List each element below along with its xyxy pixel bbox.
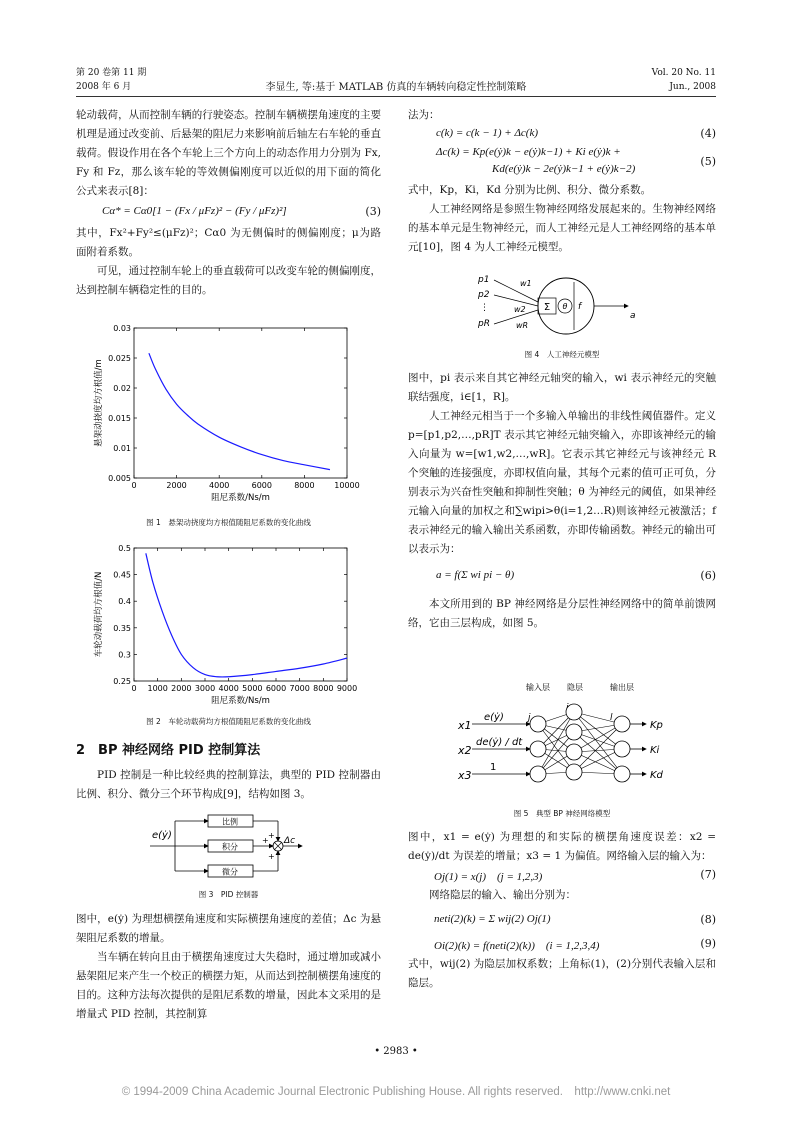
y-tick-label: 0.02 xyxy=(113,384,131,393)
y-tick-label: 0.03 xyxy=(113,324,131,333)
svg-text:θ: θ xyxy=(562,302,568,311)
svg-text:+: + xyxy=(262,836,269,845)
x-tick-label: 4000 xyxy=(209,481,230,490)
y-tick-label: 0.45 xyxy=(113,570,131,580)
input-node xyxy=(530,741,546,757)
left-column-2 xyxy=(76,766,381,804)
x-tick-label: 1000 xyxy=(147,684,168,693)
x-tick-label: 0 xyxy=(131,481,137,490)
y-tick-label: 0.01 xyxy=(113,444,131,453)
series-line xyxy=(146,553,347,677)
svg-text:Σ: Σ xyxy=(543,302,551,313)
pid-output-label: Δc xyxy=(284,836,296,846)
paragraph: 图中，x1 = e(ẏ) 为理想的和实际的横摆角速度误差：x2 = de(ẏ)/dt 为误差的增量；x3 = 1 为偏值。网络输入层的输入为： xyxy=(408,831,716,862)
paragraph: 人工神经网络是参照生物神经网络发展起来的。生物神经网络的基本单元是生物神经元，而人工神经元是人工神经网络的基本单元[10]，图 4 为人工神经元模型。 xyxy=(408,203,716,253)
svg-text:+: + xyxy=(268,831,275,840)
equation-6: a = f(Σ wi pi − θ) (6) xyxy=(436,569,716,582)
output-node xyxy=(614,741,630,757)
svg-text:输出层: 输出层 xyxy=(610,683,634,692)
y-tick-label: 0.025 xyxy=(108,354,131,363)
svg-text:f: f xyxy=(578,302,582,312)
equation-3: Cα* = Cα0[1 − (Fx / μFz)² − (Fy / μFz)²] (3) xyxy=(102,205,381,218)
paragraph: PID 控制是一种比较经典的控制算法，典型的 PID 控制器由比例、积分、微分三个环节构成[9]，结构如图 3。 xyxy=(76,769,381,800)
svg-text:de(ẏ) / dt: de(ẏ) / dt xyxy=(476,737,523,748)
paragraph: 图中，e(ẏ) 为理想横摆角速度和实际横摆角速度的差值；Δc 为悬架阻尼系数的增量。 xyxy=(76,913,381,944)
paragraph: 式中，Kp，Ki，Kd 分别为比例、积分、微分系数。 xyxy=(408,184,652,196)
x-tick-label: 5000 xyxy=(242,684,263,693)
svg-text:w1: w1 xyxy=(520,279,532,288)
equation-9: Oi(2)(k) = f(neti(2)(k)) (i = 1,2,3,4) (9) xyxy=(434,937,716,952)
hidden-node xyxy=(566,704,582,720)
x-tick-label: 2000 xyxy=(166,481,187,490)
svg-text:pR: pR xyxy=(478,319,490,329)
hidden-node xyxy=(566,724,582,740)
y-tick-label: 0.015 xyxy=(108,414,131,423)
page-number: • 2983 • xyxy=(374,1046,418,1057)
svg-text:a: a xyxy=(630,311,636,321)
svg-text:x1: x1 xyxy=(458,719,472,732)
right-column xyxy=(408,106,716,257)
figure-5-bp-network xyxy=(450,676,690,800)
paragraph: 轮动载荷，从而控制车辆的行驶姿态。控制车辆横摆角速度的主要机理是通过改变前、后悬架的阻尼力来影响前后轴左右车轮的垂直载荷。假设作用在各个车轮上三个方向上的动态作用力分别为 Fx, Fy 和 Fz，那么该车轮的等效侧偏刚度可以近似的用下面的简化公式来表示[8]： xyxy=(76,109,381,197)
hidden-node xyxy=(566,744,582,760)
svg-text:p2: p2 xyxy=(478,290,490,300)
paragraph: 其中，Fx²+Fy²≤(μFz)²；Cα0 为无侧偏时的侧偏刚度；μ为路面附着系数。 xyxy=(76,227,381,258)
journal-volume: 第 20 卷第 11 期 xyxy=(76,68,147,78)
running-title: 李显生, 等:基于 MATLAB 仿真的车辆转向稳定性控制策略 xyxy=(265,82,527,93)
paragraph: 人工神经元相当于一个多输入单输出的非线性阈值器件。定义 p=[p1,p2,…,pR]T 表示其它神经元轴突输入，亦即该神经元的输入向量为 w=[w1,w2,…,wR]。它表示其它神经元与该神经元 R 个突触的连接强度，亦即权值向量，其每个元素的值可正可负，分别表示为兴奋性突触和抑制性突触；θ 为神经元的阈值，如果神经元输入向量的加权之和∑wipi>θ(i=1,2…R)则该神经元被激活；f 表示神经元的输入输出关系函数，亦即传输函数。神经元的输出可以表示为： xyxy=(408,410,716,555)
x-axis-label: 阻尼系数/Ns/m xyxy=(211,696,270,706)
svg-text:j: j xyxy=(528,713,531,723)
x-tick-label: 3000 xyxy=(194,684,216,693)
y-tick-label: 0.5 xyxy=(118,544,131,553)
plot-frame xyxy=(134,548,347,681)
journal-volume-en: Vol. 20 No. 11 xyxy=(651,68,716,78)
figure-1-chart xyxy=(76,318,381,523)
figure-2-chart xyxy=(76,538,381,718)
copyright-watermark: © 1994-2009 China Academic Journal Electronic Publishing House. All rights reserved. http://www.cnki.net xyxy=(121,1086,671,1098)
output-node xyxy=(614,716,630,732)
x-axis-label: 阻尼系数/Ns/m xyxy=(211,493,270,503)
svg-text:⋮: ⋮ xyxy=(480,303,489,313)
paragraph: 可见，通过控制车轮上的垂直载荷可以改变车轮的侧偏刚度，达到控制车辆稳定性的目的。 xyxy=(76,265,381,296)
figure-3-caption: 图 3 PID 控制器 xyxy=(198,890,259,899)
y-axis-label: 悬架动挠度均方根值/m xyxy=(94,359,104,447)
journal-date: 2008 年 6 月 xyxy=(76,82,132,92)
x-tick-label: 4000 xyxy=(218,684,239,693)
x-tick-label: 8000 xyxy=(294,481,315,490)
paragraph: 本文所用到的 BP 神经网络是分层性神经网络中的简单前馈网络，它由三层构成，如图 5。 xyxy=(408,598,716,629)
equation-4: c(k) = c(k − 1) + Δc(k) (4) xyxy=(436,127,716,140)
svg-text:比例: 比例 xyxy=(222,817,238,827)
paragraph: 式中，wij(2) 为隐层加权系数；上角标(1)，(2)分别代表输入层和隐层。 xyxy=(408,958,716,989)
y-tick-label: 0.3 xyxy=(118,650,131,660)
paragraph: 图中，pi 表示来自其它神经元轴突的输入，wi 表示神经元的突触联结强度，i∈[1，R]。 xyxy=(408,372,716,403)
equation-8: neti(2)(k) = Σ wij(2) Oj(1) (8) xyxy=(434,913,716,926)
equation-5: Δc(k) = Kp(e(ẏ)k − e(ẏ)k−1) + Ki e(ẏ)k + Kd(e(ẏ)k − 2e(ẏ)k−1 + e(ẏ)k−2) (5) xyxy=(436,146,716,175)
plot-frame xyxy=(134,328,347,478)
svg-text:w2: w2 xyxy=(514,305,526,314)
y-tick-label: 0.005 xyxy=(108,474,131,483)
svg-text:积分: 积分 xyxy=(222,842,238,852)
header-rule xyxy=(76,96,716,97)
left-column-3 xyxy=(76,910,381,1024)
svg-text:输入层: 输入层 xyxy=(526,683,550,692)
figure-3-pid-diagram xyxy=(130,812,350,884)
svg-text:Kp: Kp xyxy=(650,720,663,731)
x-tick-label: 10000 xyxy=(334,481,360,490)
svg-text:Kd: Kd xyxy=(650,770,663,781)
figure-4-caption: 图 4 人工神经元模型 xyxy=(524,350,600,359)
y-axis-label: 车轮动载荷均方根值/N xyxy=(94,571,104,658)
input-node xyxy=(530,716,546,732)
pid-input-label: e(ẏ) xyxy=(152,830,172,841)
x-tick-label: 2000 xyxy=(171,684,192,693)
figure-1-caption: 图 1 悬架动挠度均方根值随阻尼系数的变化曲线 xyxy=(146,518,311,527)
right-column-2 xyxy=(408,369,716,633)
series-line xyxy=(149,353,330,469)
svg-text:wR: wR xyxy=(516,321,529,330)
x-tick-label: 6000 xyxy=(251,481,272,490)
output-node xyxy=(614,766,630,782)
x-tick-label: 7000 xyxy=(289,684,310,693)
y-tick-label: 0.25 xyxy=(113,677,131,686)
svg-text:e(ẏ): e(ẏ) xyxy=(484,712,504,723)
svg-text:x2: x2 xyxy=(458,744,472,757)
figure-5-caption: 图 5 典型 BP 神经网络模型 xyxy=(513,809,611,818)
input-node xyxy=(530,766,546,782)
x-tick-label: 8000 xyxy=(313,684,334,693)
x-tick-label: 6000 xyxy=(265,684,287,693)
equation-7: Oj(1) = x(j) (j = 1,2,3) (7) xyxy=(434,868,716,883)
y-tick-label: 0.4 xyxy=(118,597,131,607)
y-tick-label: 0.35 xyxy=(113,623,131,633)
figure-2-caption: 图 2 车轮动载荷均方根值随阻尼系数的变化曲线 xyxy=(146,717,311,726)
svg-text:微分: 微分 xyxy=(222,867,238,877)
hidden-node xyxy=(566,764,582,780)
paragraph: 网络隐层的输入、输出分别为： xyxy=(429,889,576,901)
left-column xyxy=(76,106,381,300)
paragraph: 当车辆在转向且由于横摆角速度过大失稳时，通过增加或减小悬架阻尼来产生一个校正的横摆力矩，从而达到控制横摆角速度的目的。这种方法每次提供的是阻尼系数的增量，因此本文采用的是增量式 PID 控制，其控制算 xyxy=(76,951,381,1020)
svg-text:Ki: Ki xyxy=(650,745,660,756)
figure-4-neuron-diagram xyxy=(470,270,650,342)
x-tick-label: 0 xyxy=(131,684,137,693)
svg-text:1: 1 xyxy=(490,762,497,773)
svg-text:p1: p1 xyxy=(478,275,490,285)
svg-text:x3: x3 xyxy=(458,769,472,782)
svg-text:+: + xyxy=(268,852,275,861)
paragraph: 法为： xyxy=(408,109,440,121)
svg-text:隐层: 隐层 xyxy=(567,683,583,692)
journal-date-en: Jun., 2008 xyxy=(669,82,716,92)
svg-text:l: l xyxy=(610,713,613,723)
right-column-3 xyxy=(408,828,716,993)
section-heading: 2 BP 神经网络 PID 控制算法 xyxy=(76,743,261,758)
x-tick-label: 9000 xyxy=(336,684,358,693)
